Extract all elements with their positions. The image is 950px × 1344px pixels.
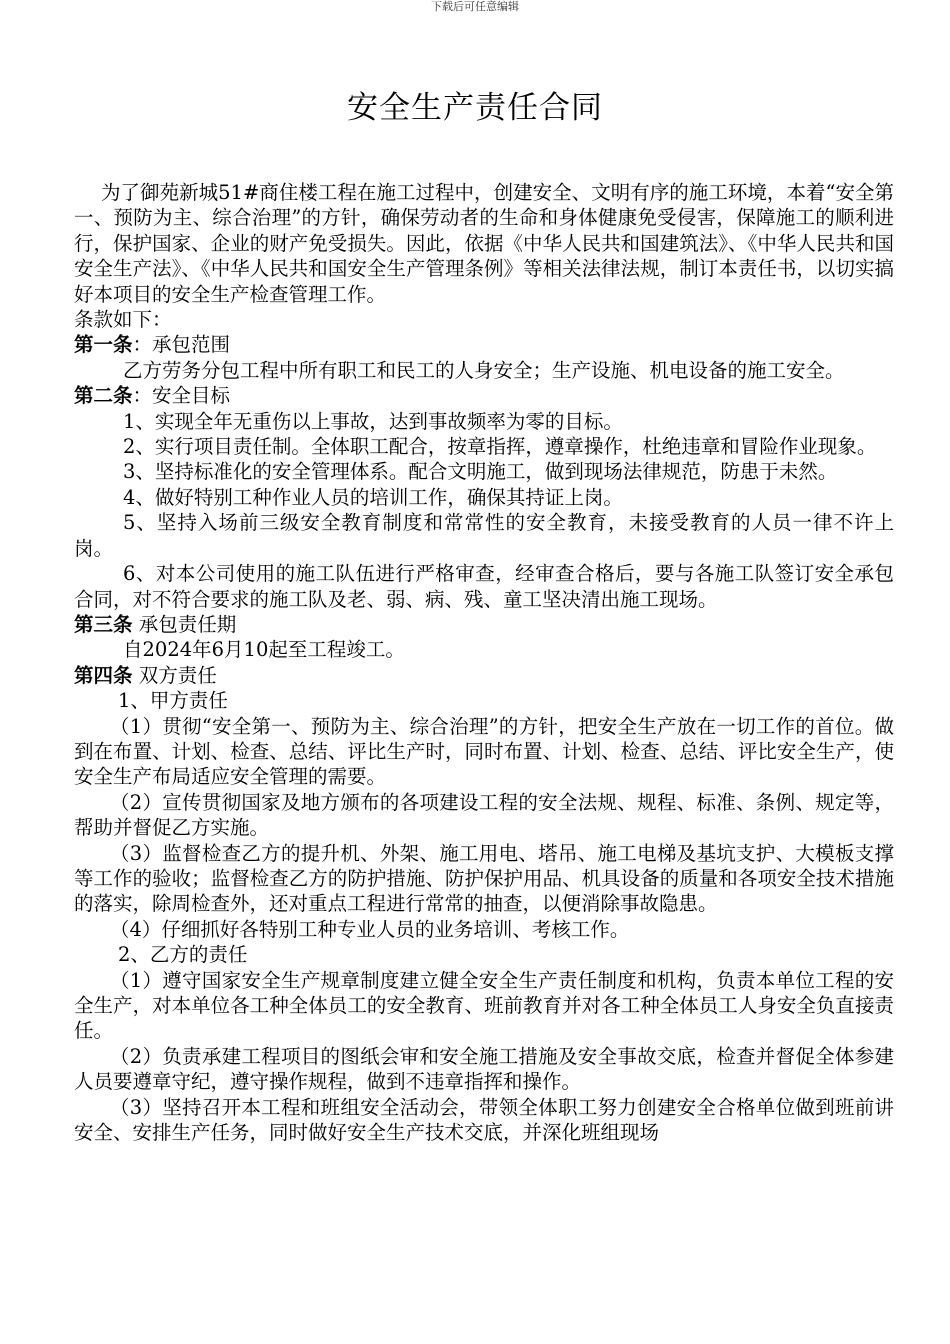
party-a-item: （4）仔细抓好各特别工种专业人员的业务培训、考核工作。 [110,917,630,941]
article-4-heading [74,663,894,688]
article-2-item: 5、坚持入场前三级安全教育制度和常常性的安全教育，未接受教育的人员一律不许上岗。 [74,511,894,560]
header-note: 下载后可任意编辑 [431,0,519,13]
party-b-item: （3）坚持召开本工程和班组安全活动会，带领全体职工努力创建安全合格单位做到班前讲安全、安排生产任务，同时做好安全生产技术交底，并深化班组现场 [74,1095,894,1145]
article-4-title: 双方责任 [132,663,217,687]
party-b-item: （1）遵守国家安全生产规章制度建立健全安全生产责任制度和机构，负责本单位工程的安全生产，对本单位各工种全体员工的安全教育、班前教育并对各工种全体员工人身安全负直接责任。 [74,968,894,1043]
article-3-title: 承包责任期 [132,612,237,636]
article-1-title: ：承包范围 [132,333,231,357]
article-2-title: ：安全目标 [132,384,231,408]
article-2-item: 6、对本公司使用的施工队伍进行严格审查，经审查合格后，要与各施工队签订安全承包合同，对不符合要求的施工队及老、弱、病、残、童工坚决清出施工现场。 [74,562,894,611]
intro-paragraph: 为了御苑新城51#商住楼工程在施工过程中，创建安全、文明有序的施工环境，本着“安全第一、预防为主、综合治理”的方针，确保劳动者的生命和身体健康免受侵害，保障施工的顺利进行，保护国家、企业的财产免受损失。因此，依据《中华人民共和国建筑法》、《中华人民共和国安全生产法》、《中华人民共和国安全生产管理条例》等相关法律法规，制订本责任书，以切实搞好本项目的安全生产检查管理工作。 [74,181,894,306]
party-b-item: （2）负责承建工程项目的图纸会审和安全施工措施及安全事故交底，检查并督促全体参建人员要遵章守纪，遵守操作规程，做到不违章指挥和操作。 [74,1044,894,1094]
document-title: 安全生产责任合同 [347,90,603,126]
party-a-item: （1）贯彻“安全第一、预防为主、综合治理”的方针，把安全生产放在一切工作的首位。做到在布置、计划、检查、总结、评比生产时，同时布置、计划、检查、总结、评比安全生产，使安全生产布局适应安全管理的需要。 [74,714,894,789]
article-3-label: 第三条 [74,612,133,636]
article-1-label: 第一条 [74,333,133,357]
article-4-label: 第四条 [74,663,133,687]
party-a-item: （2）宣传贯彻国家及地方颁布的各项建设工程的安全法规、规程、标准、条例、规定等，帮助并督促乙方实施。 [74,790,894,840]
article-2-item: 2、实行项目责任制。全体职工配合，按章指挥，遵章操作，杜绝违章和冒险作业现象。 [123,435,877,459]
clauses-lead: 条款如下： [74,308,172,332]
document-body [74,180,894,1145]
article-2-item: 3、坚持标准化的安全管理体系。配合文明施工，做到现场法律规范，防患于未然。 [123,460,838,484]
article-3-heading [74,612,894,637]
article-2-heading [74,383,894,408]
party-a-heading: 1、甲方责任 [118,689,228,713]
article-2-label: 第二条 [74,384,133,408]
article-2-item: 1、实现全年无重伤以上事故，达到事故频率为零的目标。 [123,409,623,433]
article-1-heading [74,332,894,357]
article-2-item: 4、做好特别工种作业人员的培训工作，确保其持证上岗。 [123,485,623,509]
article-1-body: 乙方劳务分包工程中所有职工和民工的人身安全；生产设施、机电设备的施工安全。 [123,358,845,382]
article-3-body: 自2024年6月10起至工程竣工。 [123,638,405,662]
party-a-item: （3）监督检查乙方的提升机、外架、施工用电、塔吊、施工电梯及基坑支护、大模板支撑等工作的验收；监督检查乙方的防护措施、防护保护用品、机具设备的质量和各项安全技术措施的落实，除周检查外，还对重点工程进行常常的抽查，以便消除事故隐患。 [74,841,894,916]
party-b-heading: 2、乙方的责任 [118,943,248,967]
